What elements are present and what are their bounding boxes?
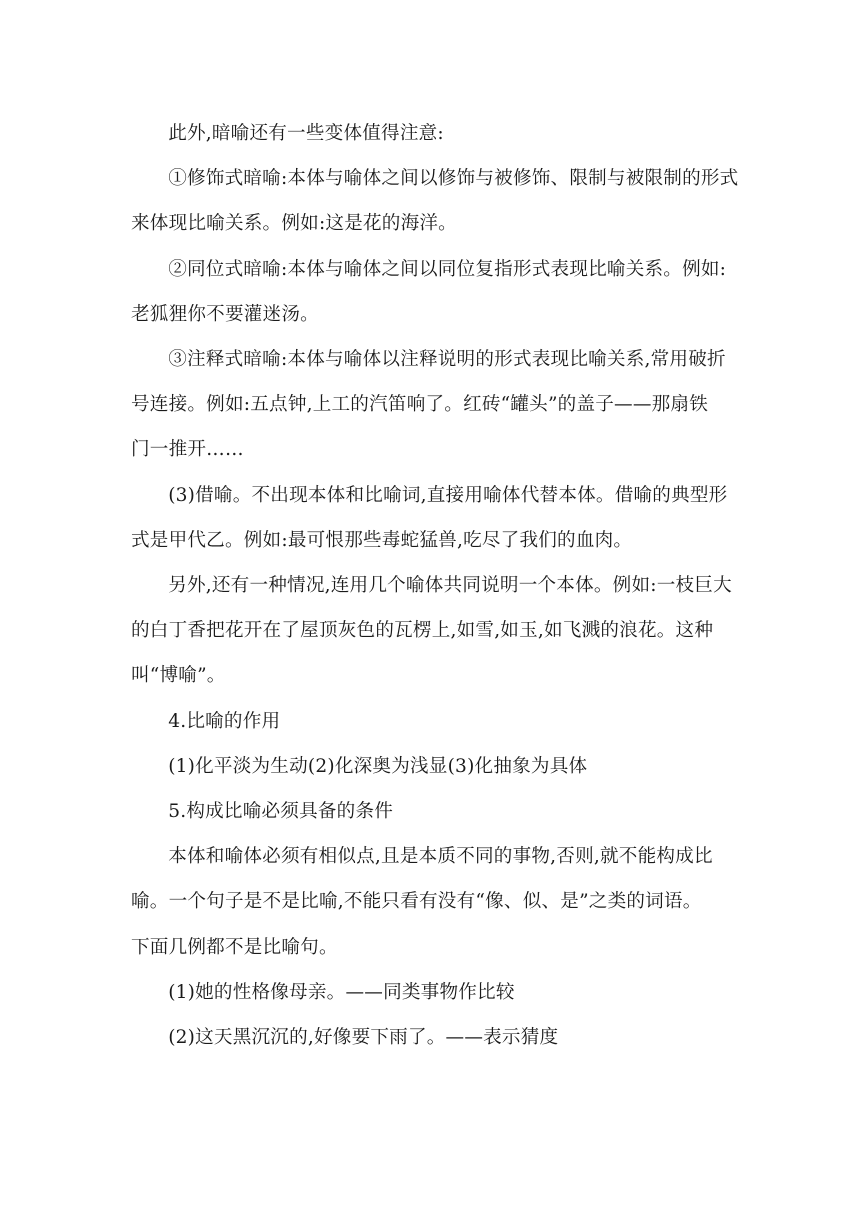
paragraph-annotation-metaphor xyxy=(131,337,731,473)
paragraph-intro-variants xyxy=(131,111,731,156)
text-line: (2)这天黑沉沉的,好像要下雨了。——表示猜度 xyxy=(168,1027,559,1049)
text-line: 来体现比喻关系。例如:这是花的海洋。 xyxy=(131,213,457,235)
text-line: 门一推开…… xyxy=(131,439,244,461)
paragraph-borrowed-metaphor xyxy=(131,473,731,563)
text-line: 叫“博喻”。 xyxy=(131,665,226,687)
text-line: ①修饰式暗喻:本体与喻体之间以修饰与被修饰、限制与被限制的形式 xyxy=(168,168,739,190)
text-line: 式是甲代乙。例如:最可恨那些毒蛇猛兽,吃尽了我们的血肉。 xyxy=(131,529,633,551)
document-body xyxy=(131,111,739,1060)
text-line: 喻。一个句子是不是比喻,不能只看有没有“像、似、是”之类的词语。 xyxy=(131,891,702,913)
paragraph-appositive-metaphor xyxy=(131,247,731,337)
text-line: 5.构成比喻必须具备的条件 xyxy=(168,801,394,823)
text-line: (3)借喻。不出现本体和比喻词,直接用喻体代替本体。借喻的典型形 xyxy=(168,484,728,506)
paragraph-modifier-metaphor xyxy=(131,156,739,246)
paragraph-example-1 xyxy=(131,970,731,1015)
text-line: 本体和喻体必须有相似点,且是本质不同的事物,否则,就不能构成比 xyxy=(168,846,713,868)
text-line: 下面几例都不是比喻句。 xyxy=(131,936,338,958)
text-line: 的白丁香把花开在了屋顶灰色的瓦楞上,如雪,如玉,如飞溅的浪花。这种 xyxy=(131,620,714,642)
text-line: 另外,还有一种情况,连用几个喻体共同说明一个本体。例如:一枝巨大 xyxy=(168,575,732,597)
text-line: 此外,暗喻还有一些变体值得注意: xyxy=(168,123,444,144)
text-line: (1)化平淡为生动(2)化深奥为浅显(3)化抽象为具体 xyxy=(168,755,588,777)
section-heading-metaphor-function xyxy=(131,699,731,744)
paragraph-metaphor-functions xyxy=(131,744,731,789)
text-line: ③注释式暗喻:本体与喻体以注释说明的形式表现比喻关系,常用破折 xyxy=(168,349,726,371)
text-line: 4.比喻的作用 xyxy=(168,710,281,732)
section-heading-metaphor-conditions xyxy=(131,789,731,834)
text-line: (1)她的性格像母亲。——同类事物作比较 xyxy=(168,981,515,1003)
text-line: ②同位式暗喻:本体与喻体之间以同位复指形式表现比喻关系。例如: xyxy=(168,258,727,280)
paragraph-multiple-metaphor xyxy=(131,563,731,699)
paragraph-example-2 xyxy=(131,1015,731,1060)
text-line: 老狐狸你不要灌迷汤。 xyxy=(131,303,319,325)
paragraph-metaphor-conditions xyxy=(131,834,731,970)
text-line: 号连接。例如:五点钟,上工的汽笛响了。红砖“罐头”的盖子——那扇铁 xyxy=(131,394,709,416)
